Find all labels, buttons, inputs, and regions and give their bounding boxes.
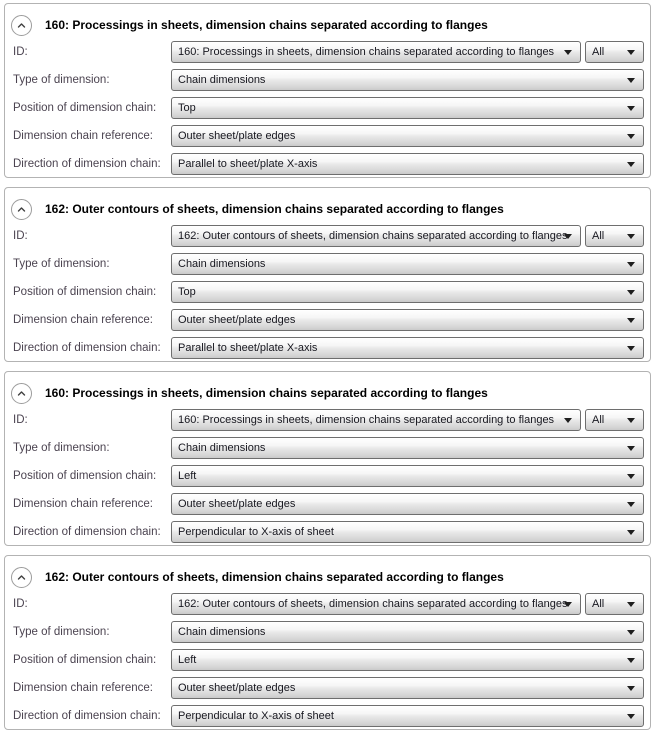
dropdown-arrow-icon [627,234,635,239]
field-row-reference [13,309,644,331]
dimension-config-section [4,187,651,362]
section-title: 160: Processings in sheets, dimension chains separated according to flanges [45,18,488,32]
collapse-button[interactable] [11,199,32,220]
field-row-direction [13,153,644,175]
field-row-type [13,437,644,459]
dropdown-value: All [592,46,605,58]
field-row-reference [13,493,644,515]
dropdown-arrow-icon [627,106,635,111]
field-row-id [13,409,644,431]
chevron-up-icon [16,388,27,399]
dropdown-arrow-icon [627,446,635,451]
dropdown-arrow-icon [627,318,635,323]
id-filter-dropdown[interactable] [585,409,644,431]
field-row-type [13,621,644,643]
dropdown-arrow-icon [564,234,572,239]
field-row-id [13,225,644,247]
reference-dropdown[interactable] [171,493,644,515]
field-label: Dimension chain reference: [13,130,153,142]
dropdown-arrow-icon [627,474,635,479]
section-title: 162: Outer contours of sheets, dimension chains separated according to flanges [45,570,504,584]
field-label: Direction of dimension chain: [13,342,161,354]
dropdown-value: Perpendicular to X-axis of sheet [178,710,334,722]
field-row-reference [13,677,644,699]
section-header [5,556,650,593]
field-row-type [13,69,644,91]
dropdown-arrow-icon [564,602,572,607]
dropdown-value: 162: Outer contours of sheets, dimension chains separated according to flanges [178,598,568,610]
field-label: Direction of dimension chain: [13,526,161,538]
reference-dropdown[interactable] [171,125,644,147]
field-row-direction [13,521,644,543]
dropdown-arrow-icon [627,418,635,423]
dropdown-value: Perpendicular to X-axis of sheet [178,526,334,538]
dropdown-arrow-icon [627,530,635,535]
field-label: Position of dimension chain: [13,654,157,666]
field-label: Position of dimension chain: [13,286,157,298]
dropdown-value: Outer sheet/plate edges [178,682,296,694]
position-dropdown[interactable] [171,465,644,487]
id-filter-dropdown[interactable] [585,593,644,615]
field-row-position [13,281,644,303]
field-row-id [13,41,644,63]
field-label: Type of dimension: [13,74,110,86]
dimension-config-section [4,555,651,730]
field-label: Type of dimension: [13,626,110,638]
dropdown-value: Chain dimensions [178,626,266,638]
field-label: Position of dimension chain: [13,470,157,482]
section-header [5,4,650,41]
type-of-dimension-dropdown[interactable] [171,437,644,459]
direction-dropdown[interactable] [171,521,644,543]
field-row-id [13,593,644,615]
dropdown-value: All [592,598,605,610]
field-label: ID: [13,598,28,610]
field-label: ID: [13,46,28,58]
field-row-position [13,649,644,671]
dropdown-arrow-icon [627,602,635,607]
id-dropdown[interactable] [171,409,581,431]
position-dropdown[interactable] [171,281,644,303]
field-label: ID: [13,414,28,426]
section-title: 160: Processings in sheets, dimension chains separated according to flanges [45,386,488,400]
field-row-reference [13,125,644,147]
dropdown-value: Left [178,654,197,666]
dimension-config-section [4,371,651,546]
field-label: Direction of dimension chain: [13,710,161,722]
id-dropdown[interactable] [171,41,581,63]
chevron-up-icon [16,20,27,31]
dropdown-arrow-icon [627,630,635,635]
collapse-button[interactable] [11,567,32,588]
dropdown-arrow-icon [627,502,635,507]
dimension-config-section [4,3,651,178]
field-row-direction [13,337,644,359]
dropdown-value: Top [178,286,196,298]
chevron-up-icon [16,204,27,215]
section-header [5,372,650,409]
direction-dropdown[interactable] [171,705,644,727]
field-row-position [13,465,644,487]
dropdown-value: Parallel to sheet/plate X-axis [178,158,318,170]
dropdown-value: Chain dimensions [178,258,266,270]
reference-dropdown[interactable] [171,309,644,331]
dropdown-value: 160: Processings in sheets, dimension chains separated according to flanges [178,414,555,426]
dropdown-arrow-icon [564,418,572,423]
dropdown-value: 160: Processings in sheets, dimension chains separated according to flanges [178,46,555,58]
dropdown-arrow-icon [627,658,635,663]
id-filter-dropdown[interactable] [585,41,644,63]
position-dropdown[interactable] [171,97,644,119]
dropdown-value: Left [178,470,197,482]
direction-dropdown[interactable] [171,337,644,359]
dropdown-value: Chain dimensions [178,442,266,454]
dropdown-arrow-icon [564,50,572,55]
dropdown-arrow-icon [627,78,635,83]
field-row-position [13,97,644,119]
dropdown-value: 162: Outer contours of sheets, dimension chains separated according to flanges [178,230,568,242]
dropdown-value: Outer sheet/plate edges [178,314,296,326]
field-row-type [13,253,644,275]
section-header [5,188,650,225]
id-filter-dropdown[interactable] [585,225,644,247]
dropdown-arrow-icon [627,346,635,351]
dropdown-arrow-icon [627,262,635,267]
type-of-dimension-dropdown[interactable] [171,69,644,91]
position-dropdown[interactable] [171,649,644,671]
dropdown-value: Chain dimensions [178,74,266,86]
dropdown-arrow-icon [627,162,635,167]
dropdown-arrow-icon [627,714,635,719]
dropdown-arrow-icon [627,290,635,295]
chevron-up-icon [16,572,27,583]
collapse-button[interactable] [11,15,32,36]
direction-dropdown[interactable] [171,153,644,175]
field-label: Type of dimension: [13,258,110,270]
field-label: Dimension chain reference: [13,682,153,694]
field-label: Direction of dimension chain: [13,158,161,170]
field-row-direction [13,705,644,727]
type-of-dimension-dropdown[interactable] [171,253,644,275]
collapse-button[interactable] [11,383,32,404]
dropdown-value: Parallel to sheet/plate X-axis [178,342,318,354]
field-label: Dimension chain reference: [13,498,153,510]
field-label: Type of dimension: [13,442,110,454]
dropdown-value: All [592,414,605,426]
field-label: ID: [13,230,28,242]
dropdown-arrow-icon [627,134,635,139]
type-of-dimension-dropdown[interactable] [171,621,644,643]
section-title: 162: Outer contours of sheets, dimension chains separated according to flanges [45,202,504,216]
dropdown-value: All [592,230,605,242]
field-label: Position of dimension chain: [13,102,157,114]
dropdown-arrow-icon [627,50,635,55]
dropdown-value: Outer sheet/plate edges [178,498,296,510]
reference-dropdown[interactable] [171,677,644,699]
dropdown-value: Outer sheet/plate edges [178,130,296,142]
field-label: Dimension chain reference: [13,314,153,326]
dropdown-arrow-icon [627,686,635,691]
id-dropdown[interactable] [171,593,581,615]
dropdown-value: Top [178,102,196,114]
id-dropdown[interactable] [171,225,581,247]
